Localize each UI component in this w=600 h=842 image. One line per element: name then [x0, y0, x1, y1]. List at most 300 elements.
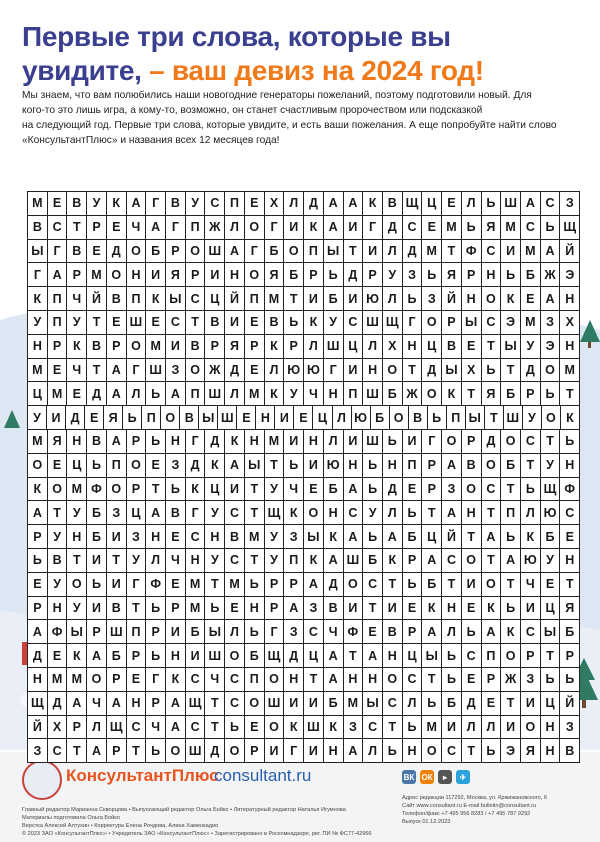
grid-cell[interactable]: В — [48, 549, 68, 573]
grid-cell[interactable]: Б — [371, 406, 390, 430]
grid-cell[interactable]: Р — [403, 620, 423, 644]
grid-cell[interactable]: Ю — [541, 501, 561, 525]
grid-cell[interactable]: Т — [501, 359, 521, 383]
grid-cell[interactable]: Е — [541, 573, 561, 597]
grid-cell[interactable]: С — [403, 668, 423, 692]
grid-cell[interactable]: С — [225, 501, 245, 525]
grid-cell[interactable]: Д — [87, 382, 107, 406]
grid-cell[interactable]: У — [205, 549, 225, 573]
grid-cell[interactable]: Х — [462, 359, 482, 383]
grid-cell[interactable]: О — [245, 263, 265, 287]
grid-cell[interactable]: Ы — [205, 620, 225, 644]
grid-cell[interactable]: Р — [146, 692, 166, 716]
grid-cell[interactable]: П — [344, 382, 364, 406]
grid-cell[interactable]: И — [344, 597, 364, 621]
grid-cell[interactable]: Е — [146, 454, 166, 478]
grid-cell[interactable]: Щ — [107, 716, 127, 740]
grid-cell[interactable]: Ь — [363, 478, 383, 502]
grid-cell[interactable]: А — [521, 192, 541, 216]
grid-cell[interactable]: Ь — [541, 216, 561, 240]
grid-cell[interactable]: Т — [205, 716, 225, 740]
grid-cell[interactable]: П — [403, 454, 423, 478]
grid-cell[interactable]: Ф — [344, 620, 364, 644]
grid-cell[interactable]: Р — [482, 668, 502, 692]
grid-cell[interactable]: С — [403, 216, 423, 240]
grid-cell[interactable]: О — [48, 478, 68, 502]
grid-cell[interactable]: М — [146, 335, 166, 359]
grid-cell[interactable]: У — [265, 525, 285, 549]
grid-cell[interactable]: Р — [48, 335, 68, 359]
grid-cell[interactable]: Щ — [560, 216, 580, 240]
grid-cell[interactable]: К — [146, 287, 166, 311]
grid-cell[interactable]: А — [284, 597, 304, 621]
grid-cell[interactable]: Б — [245, 644, 265, 668]
grid-cell[interactable]: Н — [48, 597, 68, 621]
grid-cell[interactable]: Т — [560, 573, 580, 597]
grid-cell[interactable]: Р — [107, 668, 127, 692]
grid-cell[interactable]: Я — [521, 739, 541, 763]
grid-cell[interactable]: Я — [48, 430, 68, 454]
grid-cell[interactable]: Ф — [146, 573, 166, 597]
grid-cell[interactable]: Й — [560, 240, 580, 264]
grid-cell[interactable]: Д — [107, 240, 127, 264]
grid-cell[interactable]: А — [442, 501, 462, 525]
grid-cell[interactable]: Б — [442, 692, 462, 716]
grid-cell[interactable]: Ш — [501, 192, 521, 216]
grid-cell[interactable]: Е — [245, 311, 265, 335]
grid-cell[interactable]: Ш — [363, 382, 383, 406]
grid-cell[interactable]: И — [344, 216, 364, 240]
grid-cell[interactable]: Т — [344, 644, 364, 668]
grid-cell[interactable]: П — [225, 192, 245, 216]
grid-cell[interactable]: М — [48, 382, 68, 406]
grid-cell[interactable]: У — [541, 454, 561, 478]
grid-cell[interactable]: Б — [324, 692, 344, 716]
grid-cell[interactable]: Р — [107, 739, 127, 763]
grid-cell[interactable]: С — [363, 716, 383, 740]
grid-cell[interactable]: Ь — [501, 263, 521, 287]
grid-cell[interactable]: О — [186, 240, 206, 264]
grid-cell[interactable]: Н — [166, 644, 186, 668]
grid-cell[interactable]: Т — [245, 549, 265, 573]
grid-cell[interactable]: Н — [166, 430, 186, 454]
grid-cell[interactable]: Е — [127, 668, 147, 692]
grid-cell[interactable]: З — [560, 716, 580, 740]
grid-cell[interactable]: Ц — [422, 335, 442, 359]
grid-cell[interactable]: О — [127, 454, 147, 478]
grid-cell[interactable]: Ю — [304, 359, 324, 383]
grid-cell[interactable]: Ь — [462, 620, 482, 644]
grid-cell[interactable]: С — [462, 644, 482, 668]
grid-cell[interactable]: Д — [186, 454, 206, 478]
grid-cell[interactable]: И — [403, 430, 423, 454]
grid-cell[interactable]: З — [127, 525, 147, 549]
grid-cell[interactable]: Т — [462, 525, 482, 549]
grid-cell[interactable]: У — [28, 311, 48, 335]
grid-cell[interactable]: Ь — [363, 525, 383, 549]
grid-cell[interactable]: У — [284, 382, 304, 406]
grid-cell[interactable]: З — [284, 620, 304, 644]
grid-cell[interactable]: Ь — [501, 597, 521, 621]
grid-cell[interactable]: Я — [104, 406, 123, 430]
grid-cell[interactable]: И — [501, 240, 521, 264]
grid-cell[interactable]: Ь — [521, 478, 541, 502]
grid-cell[interactable]: В — [67, 192, 87, 216]
grid-cell[interactable]: А — [67, 692, 87, 716]
grid-cell[interactable]: Т — [501, 478, 521, 502]
grid-cell[interactable]: Г — [127, 359, 147, 383]
grid-cell[interactable]: С — [225, 668, 245, 692]
grid-cell[interactable]: Е — [403, 597, 423, 621]
grid-cell[interactable]: А — [482, 525, 502, 549]
grid-cell[interactable]: О — [127, 335, 147, 359]
grid-cell[interactable]: З — [284, 525, 304, 549]
grid-cell[interactable]: Т — [245, 478, 265, 502]
grid-cell[interactable]: И — [284, 692, 304, 716]
grid-cell[interactable]: М — [501, 216, 521, 240]
grid-cell[interactable]: Р — [245, 335, 265, 359]
grid-cell[interactable]: Щ — [186, 692, 206, 716]
grid-cell[interactable]: И — [186, 644, 206, 668]
grid-cell[interactable]: И — [166, 620, 186, 644]
grid-cell[interactable]: Л — [146, 549, 166, 573]
grid-cell[interactable]: Н — [344, 454, 364, 478]
grid-cell[interactable]: Ы — [245, 454, 265, 478]
grid-cell[interactable]: Щ — [403, 192, 423, 216]
grid-cell[interactable]: Б — [146, 240, 166, 264]
grid-cell[interactable]: Х — [383, 335, 403, 359]
grid-cell[interactable]: Т — [422, 501, 442, 525]
grid-cell[interactable]: О — [127, 240, 147, 264]
grid-cell[interactable]: У — [265, 478, 285, 502]
grid-cell[interactable]: Ь — [482, 739, 502, 763]
grid-cell[interactable]: Н — [324, 501, 344, 525]
grid-cell[interactable]: Т — [482, 335, 502, 359]
grid-cell[interactable]: П — [245, 287, 265, 311]
grid-cell[interactable]: К — [205, 454, 225, 478]
grid-cell[interactable]: Г — [403, 311, 423, 335]
grid-cell[interactable]: С — [186, 716, 206, 740]
grid-cell[interactable]: П — [48, 287, 68, 311]
grid-cell[interactable]: О — [442, 430, 462, 454]
grid-cell[interactable]: Ь — [146, 644, 166, 668]
grid-cell[interactable]: У — [48, 525, 68, 549]
grid-cell[interactable]: Ю — [352, 406, 371, 430]
grid-cell[interactable]: Г — [186, 430, 206, 454]
grid-cell[interactable]: Е — [237, 406, 256, 430]
grid-cell[interactable]: К — [363, 192, 383, 216]
grid-cell[interactable]: Н — [482, 263, 502, 287]
grid-cell[interactable]: С — [541, 192, 561, 216]
grid-cell[interactable]: Т — [383, 716, 403, 740]
grid-cell[interactable]: Я — [225, 335, 245, 359]
grid-cell[interactable]: З — [166, 359, 186, 383]
grid-cell[interactable]: Ч — [67, 359, 87, 383]
grid-cell[interactable]: Ц — [403, 644, 423, 668]
grid-cell[interactable]: Г — [186, 501, 206, 525]
grid-cell[interactable]: Ж — [205, 359, 225, 383]
grid-cell[interactable]: Р — [186, 263, 206, 287]
grid-cell[interactable]: Б — [383, 382, 403, 406]
grid-cell[interactable]: Е — [87, 240, 107, 264]
grid-cell[interactable]: Ф — [560, 478, 580, 502]
grid-cell[interactable]: А — [442, 454, 462, 478]
grid-cell[interactable]: Р — [28, 597, 48, 621]
grid-cell[interactable]: Д — [28, 644, 48, 668]
grid-cell[interactable]: А — [87, 644, 107, 668]
grid-cell[interactable]: И — [344, 359, 364, 383]
grid-cell[interactable]: Т — [482, 501, 502, 525]
grid-cell[interactable]: И — [265, 739, 285, 763]
grid-cell[interactable]: О — [462, 478, 482, 502]
grid-cell[interactable]: Р — [462, 263, 482, 287]
grid-cell[interactable]: Т — [127, 597, 147, 621]
grid-cell[interactable]: Т — [462, 739, 482, 763]
grid-cell[interactable]: И — [146, 263, 166, 287]
grid-cell[interactable]: А — [107, 382, 127, 406]
grid-cell[interactable]: Н — [127, 263, 147, 287]
grid-cell[interactable]: И — [462, 573, 482, 597]
grid-cell[interactable]: Ч — [521, 573, 541, 597]
grid-cell[interactable]: С — [127, 716, 147, 740]
grid-cell[interactable]: О — [284, 240, 304, 264]
grid-cell[interactable]: Л — [383, 287, 403, 311]
grid-cell[interactable]: А — [344, 739, 364, 763]
grid-cell[interactable]: З — [560, 192, 580, 216]
grid-cell[interactable]: М — [344, 692, 364, 716]
grid-cell[interactable]: П — [186, 216, 206, 240]
grid-cell[interactable]: С — [48, 739, 68, 763]
grid-cell[interactable]: Ч — [205, 668, 225, 692]
grid-cell[interactable]: И — [304, 287, 324, 311]
grid-cell[interactable]: Щ — [383, 311, 403, 335]
grid-cell[interactable]: И — [363, 240, 383, 264]
grid-cell[interactable]: Т — [541, 430, 561, 454]
grid-cell[interactable]: В — [205, 311, 225, 335]
grid-cell[interactable]: И — [304, 692, 324, 716]
grid-cell[interactable]: Н — [442, 597, 462, 621]
grid-cell[interactable]: Л — [383, 501, 403, 525]
grid-cell[interactable]: С — [48, 216, 68, 240]
grid-cell[interactable]: Г — [166, 216, 186, 240]
grid-cell[interactable]: С — [186, 287, 206, 311]
grid-cell[interactable]: А — [146, 501, 166, 525]
grid-cell[interactable]: И — [225, 311, 245, 335]
grid-cell[interactable]: Ц — [313, 406, 332, 430]
grid-cell[interactable]: С — [225, 692, 245, 716]
grid-cell[interactable]: А — [344, 192, 364, 216]
grid-cell[interactable]: Д — [324, 573, 344, 597]
grid-cell[interactable]: Р — [28, 525, 48, 549]
grid-cell[interactable]: О — [245, 692, 265, 716]
grid-cell[interactable]: Ь — [482, 192, 502, 216]
grid-cell[interactable]: К — [265, 335, 285, 359]
grid-cell[interactable]: Н — [146, 525, 166, 549]
grid-cell[interactable]: П — [127, 287, 147, 311]
grid-cell[interactable]: М — [521, 240, 541, 264]
grid-cell[interactable]: Л — [127, 382, 147, 406]
grid-cell[interactable]: Ю — [284, 359, 304, 383]
grid-cell[interactable]: А — [166, 692, 186, 716]
grid-cell[interactable]: Е — [245, 359, 265, 383]
grid-cell[interactable]: К — [225, 430, 245, 454]
grid-cell[interactable]: Т — [304, 668, 324, 692]
grid-cell[interactable]: А — [166, 716, 186, 740]
grid-cell[interactable]: Н — [304, 430, 324, 454]
grid-cell[interactable]: О — [161, 406, 180, 430]
grid-cell[interactable]: Й — [87, 287, 107, 311]
grid-cell[interactable]: С — [521, 430, 541, 454]
grid-cell[interactable]: О — [462, 549, 482, 573]
grid-cell[interactable]: Ы — [466, 406, 485, 430]
grid-cell[interactable]: А — [87, 739, 107, 763]
grid-cell[interactable]: Г — [422, 430, 442, 454]
grid-cell[interactable]: Н — [127, 692, 147, 716]
grid-cell[interactable]: Е — [462, 335, 482, 359]
grid-cell[interactable]: З — [304, 597, 324, 621]
grid-cell[interactable]: Е — [482, 692, 502, 716]
grid-cell[interactable]: Н — [462, 287, 482, 311]
grid-cell[interactable]: Н — [67, 525, 87, 549]
grid-cell[interactable]: Е — [107, 311, 127, 335]
grid-cell[interactable]: Т — [422, 668, 442, 692]
grid-cell[interactable]: О — [390, 406, 409, 430]
grid-cell[interactable]: З — [28, 739, 48, 763]
grid-cell[interactable]: Т — [501, 573, 521, 597]
grid-cell[interactable]: Б — [324, 478, 344, 502]
grid-cell[interactable]: В — [560, 739, 580, 763]
grid-cell[interactable]: Т — [67, 549, 87, 573]
grid-cell[interactable]: Г — [28, 263, 48, 287]
grid-cell[interactable]: Ч — [146, 716, 166, 740]
grid-cell[interactable]: К — [521, 525, 541, 549]
grid-cell[interactable]: Л — [225, 382, 245, 406]
grid-cell[interactable]: М — [265, 287, 285, 311]
grid-cell[interactable]: Т — [521, 454, 541, 478]
grid-cell[interactable]: А — [48, 263, 68, 287]
grid-cell[interactable]: Е — [67, 382, 87, 406]
grid-cell[interactable]: К — [107, 192, 127, 216]
grid-cell[interactable]: С — [205, 192, 225, 216]
grid-cell[interactable]: Б — [186, 620, 206, 644]
grid-cell[interactable]: Л — [462, 192, 482, 216]
grid-cell[interactable]: О — [67, 573, 87, 597]
grid-cell[interactable]: Ш — [304, 716, 324, 740]
grid-cell[interactable]: А — [107, 692, 127, 716]
grid-cell[interactable]: У — [28, 406, 47, 430]
grid-cell[interactable]: Э — [501, 739, 521, 763]
grid-cell[interactable]: Б — [107, 644, 127, 668]
grid-cell[interactable]: Я — [482, 382, 502, 406]
grid-cell[interactable]: Т — [403, 359, 423, 383]
grid-cell[interactable]: С — [225, 549, 245, 573]
grid-cell[interactable]: Ж — [541, 263, 561, 287]
grid-cell[interactable]: О — [383, 668, 403, 692]
grid-cell[interactable]: О — [422, 739, 442, 763]
grid-cell[interactable]: Э — [541, 335, 561, 359]
grid-cell[interactable]: А — [28, 501, 48, 525]
grid-cell[interactable]: Н — [403, 739, 423, 763]
grid-cell[interactable]: З — [403, 263, 423, 287]
grid-cell[interactable]: Ь — [442, 668, 462, 692]
grid-cell[interactable]: М — [442, 216, 462, 240]
grid-cell[interactable]: А — [324, 549, 344, 573]
grid-cell[interactable]: Э — [501, 311, 521, 335]
grid-cell[interactable]: И — [107, 525, 127, 549]
grid-cell[interactable]: Е — [462, 597, 482, 621]
grid-cell[interactable]: Ш — [146, 359, 166, 383]
grid-cell[interactable]: Ь — [146, 382, 166, 406]
grid-cell[interactable]: Б — [284, 263, 304, 287]
grid-cell[interactable]: О — [542, 406, 561, 430]
grid-cell[interactable]: О — [383, 359, 403, 383]
grid-cell[interactable]: П — [127, 620, 147, 644]
grid-cell[interactable]: Л — [333, 406, 352, 430]
grid-cell[interactable]: Ы — [363, 692, 383, 716]
grid-cell[interactable]: Р — [521, 382, 541, 406]
grid-cell[interactable]: Л — [403, 692, 423, 716]
grid-cell[interactable]: Н — [462, 501, 482, 525]
grid-cell[interactable]: Л — [363, 739, 383, 763]
grid-cell[interactable]: Ь — [245, 573, 265, 597]
grid-cell[interactable]: Т — [127, 739, 147, 763]
grid-cell[interactable]: Б — [501, 382, 521, 406]
grid-cell[interactable]: Ф — [462, 240, 482, 264]
grid-cell[interactable]: Ь — [403, 501, 423, 525]
grid-cell[interactable]: Т — [442, 573, 462, 597]
grid-cell[interactable]: Р — [205, 335, 225, 359]
grid-cell[interactable]: Е — [363, 620, 383, 644]
grid-cell[interactable]: К — [304, 216, 324, 240]
grid-cell[interactable]: М — [265, 430, 285, 454]
grid-cell[interactable]: П — [447, 406, 466, 430]
grid-cell[interactable]: Т — [560, 382, 580, 406]
grid-cell[interactable]: Ь — [383, 739, 403, 763]
grid-cell[interactable]: Д — [205, 739, 225, 763]
grid-cell[interactable]: Ь — [166, 478, 186, 502]
grid-cell[interactable]: К — [304, 311, 324, 335]
grid-cell[interactable]: Д — [205, 430, 225, 454]
grid-cell[interactable]: Р — [462, 430, 482, 454]
grid-cell[interactable]: Р — [363, 263, 383, 287]
grid-cell[interactable]: О — [521, 716, 541, 740]
grid-cell[interactable]: Н — [541, 739, 561, 763]
grid-cell[interactable]: А — [146, 216, 166, 240]
grid-cell[interactable]: С — [344, 501, 364, 525]
grid-cell[interactable]: Г — [245, 240, 265, 264]
grid-cell[interactable]: О — [422, 311, 442, 335]
grid-cell[interactable]: Р — [422, 454, 442, 478]
grid-cell[interactable]: Р — [304, 263, 324, 287]
grid-cell[interactable]: Т — [485, 406, 504, 430]
grid-cell[interactable]: Л — [225, 620, 245, 644]
grid-cell[interactable]: Ш — [218, 406, 237, 430]
grid-cell[interactable]: Е — [166, 573, 186, 597]
grid-cell[interactable]: Ш — [205, 382, 225, 406]
grid-cell[interactable]: Ь — [428, 406, 447, 430]
grid-cell[interactable]: У — [67, 597, 87, 621]
grid-cell[interactable]: М — [245, 525, 265, 549]
grid-cell[interactable]: Й — [225, 287, 245, 311]
grid-cell[interactable]: И — [225, 478, 245, 502]
grid-cell[interactable]: Д — [462, 692, 482, 716]
grid-cell[interactable]: У — [205, 501, 225, 525]
grid-cell[interactable]: Ы — [324, 240, 344, 264]
grid-cell[interactable]: К — [422, 597, 442, 621]
grid-cell[interactable]: М — [28, 430, 48, 454]
grid-cell[interactable]: О — [166, 739, 186, 763]
grid-cell[interactable]: У — [521, 335, 541, 359]
